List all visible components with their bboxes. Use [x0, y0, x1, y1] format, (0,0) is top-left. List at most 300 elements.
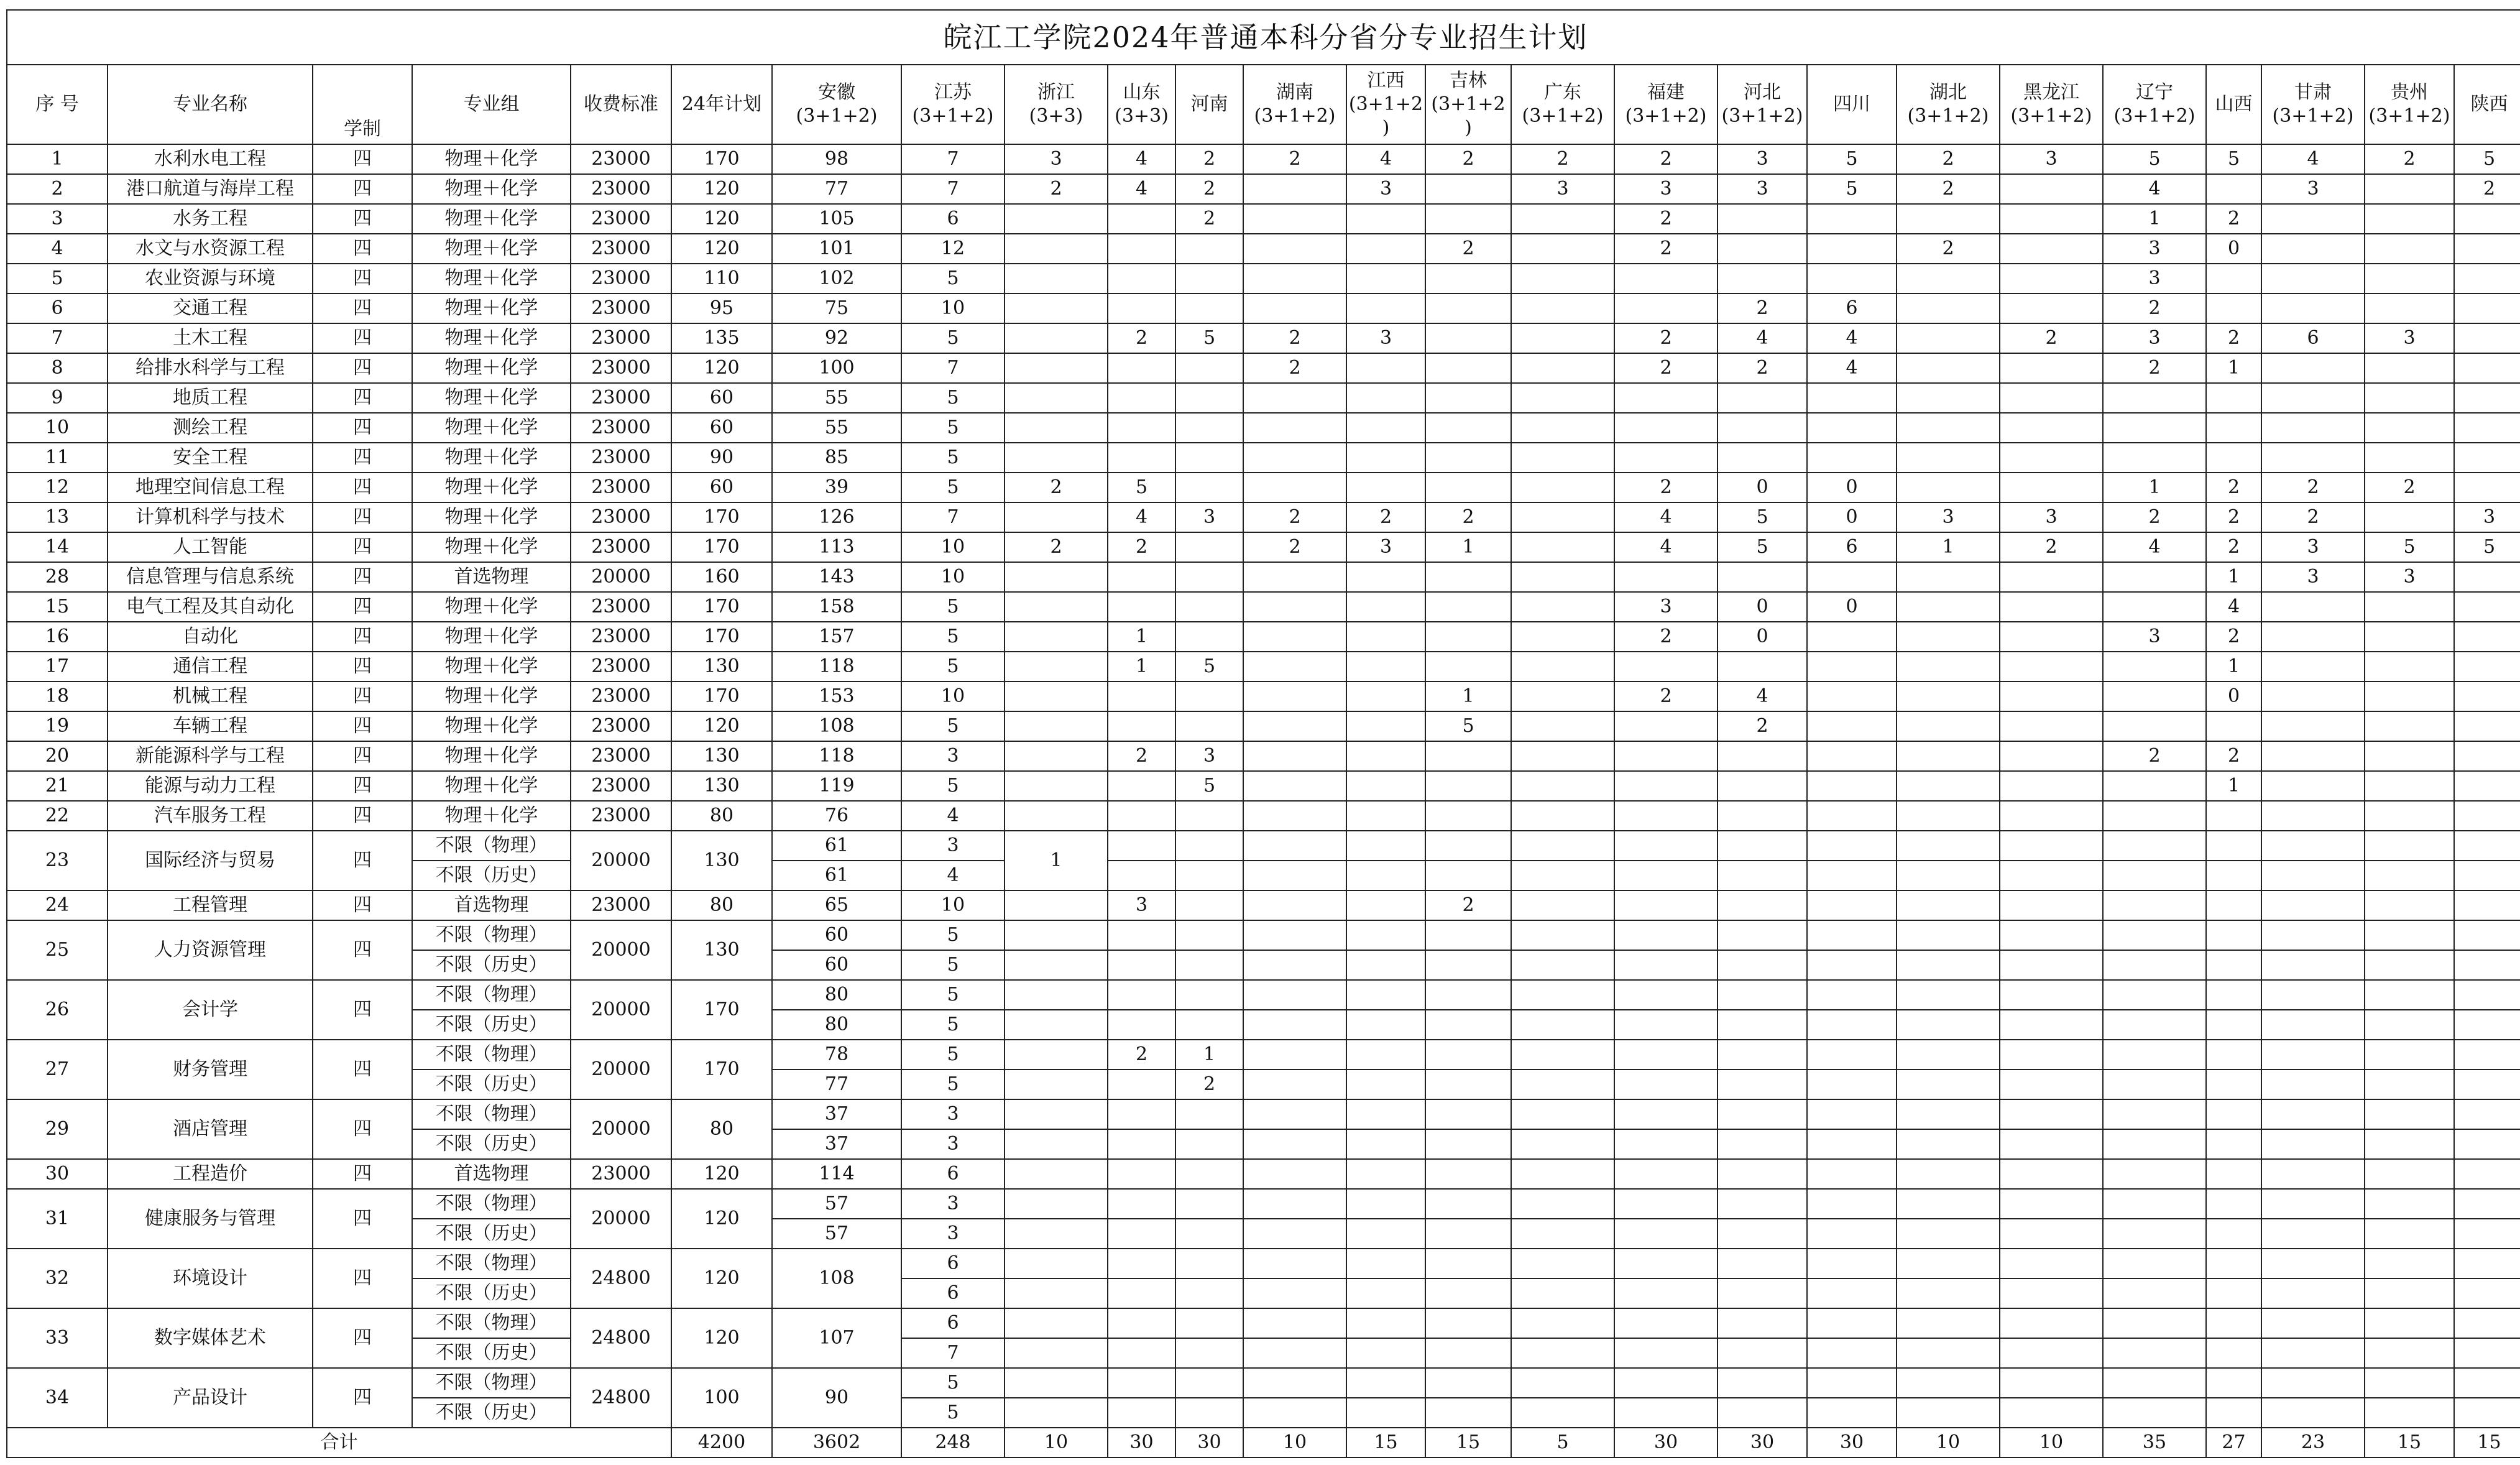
- total-province-count: 5: [1511, 1428, 1614, 1458]
- province-count: [1897, 741, 2000, 771]
- province-count: 2: [2206, 323, 2261, 353]
- province-count: [1897, 1308, 2000, 1338]
- major-name: 安全工程: [108, 443, 313, 473]
- province-count: 118: [772, 741, 901, 771]
- row-number: 7: [7, 323, 108, 353]
- province-count: [1897, 1219, 2000, 1249]
- tuition-fee: 23000: [571, 711, 671, 741]
- province-count: [2206, 174, 2261, 204]
- province-count: [2454, 592, 2520, 622]
- province-count: [1511, 980, 1614, 1010]
- column-header: [1346, 65, 1425, 144]
- province-count: [1108, 1129, 1175, 1159]
- row-number: 34: [7, 1368, 108, 1428]
- province-count: [1807, 204, 1897, 234]
- province-count: [1243, 264, 1346, 293]
- province-count: [1807, 1040, 1897, 1070]
- table-row: [7, 264, 2520, 293]
- province-count: [2454, 801, 2520, 831]
- province-count: [2365, 264, 2454, 293]
- province-count: [2103, 861, 2206, 890]
- table-row: [7, 144, 2520, 174]
- province-count: [1425, 1308, 1511, 1338]
- province-count: 1: [2103, 473, 2206, 502]
- province-count: [1346, 1278, 1425, 1308]
- province-count: [1175, 801, 1243, 831]
- plan-2024: 170: [671, 1040, 772, 1099]
- province-count: [1005, 562, 1108, 592]
- province-count: [2103, 592, 2206, 622]
- major-name: 工程造价: [108, 1159, 313, 1189]
- province-count: 3: [1108, 890, 1175, 920]
- province-count: 4: [1108, 144, 1175, 174]
- table-row: [7, 1189, 2520, 1219]
- province-count: [2206, 980, 2261, 1010]
- table-row: [7, 771, 2520, 801]
- study-years: 四: [313, 682, 412, 711]
- province-count: 2: [1005, 532, 1108, 562]
- province-count: [2261, 831, 2365, 861]
- province-count: 3: [1718, 144, 1807, 174]
- province-count: [1005, 443, 1108, 473]
- jiangsu-count: 3: [901, 831, 1005, 861]
- column-header: [571, 65, 671, 144]
- row-number: 3: [7, 204, 108, 234]
- province-count: [2261, 1189, 2365, 1219]
- province-count: [2000, 861, 2103, 890]
- province-count: [1807, 1099, 1897, 1129]
- total-row: [7, 1428, 2520, 1458]
- province-count: [2261, 204, 2365, 234]
- province-count: [1614, 264, 1718, 293]
- province-count: [1614, 443, 1718, 473]
- province-count: [2261, 1129, 2365, 1159]
- province-count: [1718, 1099, 1807, 1129]
- province-count: [1511, 1159, 1614, 1189]
- table-row: [7, 502, 2520, 532]
- province-count: [2103, 1338, 2206, 1368]
- province-count: [1243, 801, 1346, 831]
- province-count: 3: [2000, 502, 2103, 532]
- province-count: [2261, 234, 2365, 264]
- tuition-fee: 23000: [571, 890, 671, 920]
- province-count: [2261, 861, 2365, 890]
- row-number: 22: [7, 801, 108, 831]
- province-count: 5: [2454, 532, 2520, 562]
- province-count: [2000, 980, 2103, 1010]
- province-count: [1108, 682, 1175, 711]
- plan-2024: 135: [671, 323, 772, 353]
- column-header-subtitle: (3+3): [1029, 105, 1083, 127]
- province-count: [1243, 920, 1346, 950]
- plan-2024: 130: [671, 771, 772, 801]
- province-count: [1511, 473, 1614, 502]
- province-count: [1243, 204, 1346, 234]
- province-count: [2454, 443, 2520, 473]
- province-count: [2261, 1249, 2365, 1278]
- province-count: [1511, 652, 1614, 682]
- province-count: [1175, 234, 1243, 264]
- province-count: [1425, 473, 1511, 502]
- table-row: [7, 532, 2520, 562]
- province-count: 101: [772, 234, 901, 264]
- province-count: [2261, 711, 2365, 741]
- column-header: [1614, 65, 1718, 144]
- study-years: 四: [313, 652, 412, 682]
- province-count: [1005, 234, 1108, 264]
- plan-2024: 120: [671, 204, 772, 234]
- anhui-count: 80: [772, 980, 901, 1010]
- tuition-fee: 23000: [571, 443, 671, 473]
- column-header-label: 专业名称: [173, 93, 247, 115]
- province-count: [2454, 1249, 2520, 1278]
- province-count: 1: [1425, 532, 1511, 562]
- study-years: 四: [313, 502, 412, 532]
- province-count: [1425, 1249, 1511, 1278]
- province-count: [2454, 1129, 2520, 1159]
- plan-2024: 130: [671, 920, 772, 980]
- province-count: 2: [2000, 532, 2103, 562]
- column-header-subtitle: (3+1+2): [796, 105, 878, 127]
- province-count: 2: [1614, 682, 1718, 711]
- tuition-fee: 23000: [571, 234, 671, 264]
- province-count: [1175, 532, 1243, 562]
- tuition-fee: 20000: [571, 1189, 671, 1249]
- province-count: 0: [1718, 622, 1807, 652]
- province-count: 4: [1108, 502, 1175, 532]
- province-count: [1243, 1189, 1346, 1219]
- plan-2024: 170: [671, 532, 772, 562]
- plan-2024: 120: [671, 353, 772, 383]
- province-count: [1511, 234, 1614, 264]
- province-count: [2365, 1099, 2454, 1129]
- province-count: [1346, 1040, 1425, 1070]
- province-count: 5: [1175, 652, 1243, 682]
- table-row: [7, 980, 2520, 1010]
- province-count: 5: [1807, 144, 1897, 174]
- province-count: 2: [1108, 323, 1175, 353]
- province-count: [2365, 383, 2454, 413]
- province-count: [1005, 1249, 1108, 1278]
- province-count: [1175, 413, 1243, 443]
- province-count: [1511, 413, 1614, 443]
- province-count: [1005, 264, 1108, 293]
- province-count: [2365, 1278, 2454, 1308]
- province-count: [1346, 1159, 1425, 1189]
- province-count: 105: [772, 204, 901, 234]
- major-group: 物理＋化学: [412, 144, 571, 174]
- province-count: [2454, 1398, 2520, 1428]
- province-count: [1108, 353, 1175, 383]
- province-count: [1718, 861, 1807, 890]
- province-count: [2206, 920, 2261, 950]
- column-header-label: 甘肃: [2294, 81, 2332, 103]
- province-count: [1718, 1338, 1807, 1368]
- province-count: [1511, 1219, 1614, 1249]
- province-count: [2000, 890, 2103, 920]
- province-count: 2: [1005, 473, 1108, 502]
- province-count: [2454, 831, 2520, 861]
- province-count: [2000, 771, 2103, 801]
- province-count: [1614, 950, 1718, 980]
- province-count: [2261, 920, 2365, 950]
- province-count: 5: [901, 711, 1005, 741]
- row-number: 6: [7, 293, 108, 323]
- province-count: [1718, 562, 1807, 592]
- province-count: [1897, 920, 2000, 950]
- province-count: [2000, 920, 2103, 950]
- province-count: [1614, 1219, 1718, 1249]
- province-count: [2206, 293, 2261, 323]
- column-header-label: 安徽: [818, 81, 855, 103]
- province-count: [1425, 771, 1511, 801]
- province-count: 4: [901, 801, 1005, 831]
- province-count: [2454, 771, 2520, 801]
- province-count: [1243, 174, 1346, 204]
- province-count: [2103, 1070, 2206, 1099]
- province-count: [2261, 1040, 2365, 1070]
- province-count: [1614, 652, 1718, 682]
- province-count: [1108, 831, 1175, 861]
- anhui-count: 60: [772, 920, 901, 950]
- province-count: [1511, 801, 1614, 831]
- province-count: 102: [772, 264, 901, 293]
- province-count: [1718, 264, 1807, 293]
- province-count: 77: [772, 174, 901, 204]
- column-header-label: 收费标准: [584, 93, 658, 115]
- study-years: 四: [313, 1099, 412, 1159]
- province-count: [1005, 293, 1108, 323]
- province-count: 1: [2206, 353, 2261, 383]
- plan-2024: 130: [671, 831, 772, 890]
- province-count: 5: [901, 413, 1005, 443]
- province-count: [2454, 711, 2520, 741]
- study-years: 四: [313, 920, 412, 980]
- province-count: [1346, 1099, 1425, 1129]
- major-group: 不限（历史）: [412, 950, 571, 980]
- province-count: [1718, 771, 1807, 801]
- province-count: [1005, 323, 1108, 353]
- province-count: 0: [2206, 682, 2261, 711]
- tuition-fee: 23000: [571, 204, 671, 234]
- province-count: [1005, 1129, 1108, 1159]
- province-count: 114: [772, 1159, 901, 1189]
- study-years: 四: [313, 293, 412, 323]
- province-count: [1425, 443, 1511, 473]
- province-count: 3: [1718, 174, 1807, 204]
- province-count: 3: [2000, 144, 2103, 174]
- row-number: 10: [7, 413, 108, 443]
- province-count: [1346, 562, 1425, 592]
- major-group: 物理＋化学: [412, 592, 571, 622]
- province-count: 5: [2365, 532, 2454, 562]
- province-count: [1175, 1219, 1243, 1249]
- province-count: 5: [901, 443, 1005, 473]
- province-count: [1425, 264, 1511, 293]
- column-header: [671, 65, 772, 144]
- major-name: 汽车服务工程: [108, 801, 313, 831]
- province-count: [1108, 1249, 1175, 1278]
- row-number: 21: [7, 771, 108, 801]
- major-group: 不限（物理）: [412, 920, 571, 950]
- province-count: 2: [1614, 144, 1718, 174]
- major-name: 数字媒体艺术: [108, 1308, 313, 1368]
- plan-2024: 170: [671, 622, 772, 652]
- column-header-subtitle: (3+1+2): [2368, 105, 2450, 127]
- province-count: [1243, 1070, 1346, 1099]
- province-count: 2: [1243, 502, 1346, 532]
- province-count: [2261, 1338, 2365, 1368]
- province-count: [1243, 950, 1346, 980]
- table-row: [7, 383, 2520, 413]
- province-count: [1718, 1040, 1807, 1070]
- jiangsu-count: 4: [901, 861, 1005, 890]
- column-header-label: 江西: [1367, 70, 1405, 91]
- province-count: 7: [901, 502, 1005, 532]
- province-count: [2454, 264, 2520, 293]
- province-count: [1511, 562, 1614, 592]
- table-row: [7, 353, 2520, 383]
- province-count: [1005, 682, 1108, 711]
- province-count: [1346, 831, 1425, 861]
- major-name: 自动化: [108, 622, 313, 652]
- province-count: 4: [2103, 532, 2206, 562]
- province-count: [1346, 204, 1425, 234]
- province-count: [2103, 890, 2206, 920]
- province-count: 4: [1614, 502, 1718, 532]
- plan-2024: 130: [671, 652, 772, 682]
- row-number: 20: [7, 741, 108, 771]
- province-count: 2: [2206, 741, 2261, 771]
- province-count: [2206, 1338, 2261, 1368]
- province-count: [2000, 1249, 2103, 1278]
- province-count: [1511, 1070, 1614, 1099]
- province-count: [1243, 413, 1346, 443]
- table-row: [7, 741, 2520, 771]
- total-label: 合计: [7, 1428, 671, 1458]
- province-count: [1511, 1010, 1614, 1040]
- major-group: 不限（物理）: [412, 831, 571, 861]
- province-count: [1897, 831, 2000, 861]
- province-count: [1511, 532, 1614, 562]
- province-count: [2454, 861, 2520, 890]
- province-count: [1511, 711, 1614, 741]
- province-count: 10: [901, 532, 1005, 562]
- table-row: [7, 801, 2520, 831]
- province-count: [1807, 801, 1897, 831]
- province-count: 1: [1108, 652, 1175, 682]
- province-count: [1346, 443, 1425, 473]
- province-count: [1807, 234, 1897, 264]
- column-header: [2365, 65, 2454, 144]
- major-name: 会计学: [108, 980, 313, 1040]
- province-count: [2454, 652, 2520, 682]
- column-header-label: 黑龙江: [2023, 81, 2079, 103]
- province-count: [2206, 1129, 2261, 1159]
- province-count: [1897, 473, 2000, 502]
- province-count: [1511, 1398, 1614, 1428]
- table-row: [7, 890, 2520, 920]
- province-count: 98: [772, 144, 901, 174]
- province-count: [1175, 1308, 1243, 1338]
- total-province-count: 3602: [772, 1428, 901, 1458]
- province-count: [1425, 741, 1511, 771]
- province-count: [1425, 1338, 1511, 1368]
- jiangsu-count: 5: [901, 920, 1005, 950]
- province-count: [1346, 861, 1425, 890]
- province-count: 76: [772, 801, 901, 831]
- province-count: [2365, 622, 2454, 652]
- major-group: 首选物理: [412, 890, 571, 920]
- column-header: [772, 65, 901, 144]
- province-count: [1718, 1219, 1807, 1249]
- province-count: [1807, 383, 1897, 413]
- jiangsu-count: 5: [901, 950, 1005, 980]
- province-count: [1425, 323, 1511, 353]
- province-count: [1614, 562, 1718, 592]
- province-count: [1614, 980, 1718, 1010]
- province-count: 7: [901, 174, 1005, 204]
- province-count: [2103, 1398, 2206, 1428]
- plan-2024: 170: [671, 980, 772, 1040]
- province-count: 5: [1425, 711, 1511, 741]
- total-province-count: 30: [1175, 1428, 1243, 1458]
- province-count: [2365, 413, 2454, 443]
- province-count: 1: [2206, 562, 2261, 592]
- province-count: [2365, 1249, 2454, 1278]
- tuition-fee: 23000: [571, 532, 671, 562]
- province-count: [1005, 1010, 1108, 1040]
- province-count: [1346, 1398, 1425, 1428]
- jiangsu-count: 6: [901, 1278, 1005, 1308]
- plan-2024: 60: [671, 383, 772, 413]
- major-group: 物理＋化学: [412, 323, 571, 353]
- tuition-fee: 23000: [571, 592, 671, 622]
- province-count: [1807, 264, 1897, 293]
- province-count: [2454, 1040, 2520, 1070]
- plan-2024: 170: [671, 682, 772, 711]
- table-row: [7, 323, 2520, 353]
- major-group: 不限（物理）: [412, 1308, 571, 1338]
- province-count: 2: [1614, 323, 1718, 353]
- province-count: [2261, 771, 2365, 801]
- major-group: 物理＋化学: [412, 443, 571, 473]
- row-number: 9: [7, 383, 108, 413]
- province-count: [1005, 383, 1108, 413]
- province-count: 113: [772, 532, 901, 562]
- province-count: [2365, 592, 2454, 622]
- province-count: 2: [1897, 234, 2000, 264]
- total-province-count: 30: [1108, 1428, 1175, 1458]
- table-title: 皖江工学院2024年普通本科分省分专业招生计划: [7, 10, 2520, 65]
- province-count: [1897, 801, 2000, 831]
- province-count: [2000, 473, 2103, 502]
- province-count: [2206, 950, 2261, 980]
- province-count: [1108, 711, 1175, 741]
- plan-2024: 120: [671, 174, 772, 204]
- province-count: [2454, 682, 2520, 711]
- province-count: [1425, 1010, 1511, 1040]
- province-count: [1511, 383, 1614, 413]
- province-count: [1243, 1278, 1346, 1308]
- province-count: [1511, 1189, 1614, 1219]
- column-header: [412, 65, 571, 144]
- province-count: [1511, 1308, 1614, 1338]
- province-count: [2454, 1159, 2520, 1189]
- major-group: 物理＋化学: [412, 353, 571, 383]
- province-count: [1807, 622, 1897, 652]
- province-count: [1243, 1308, 1346, 1338]
